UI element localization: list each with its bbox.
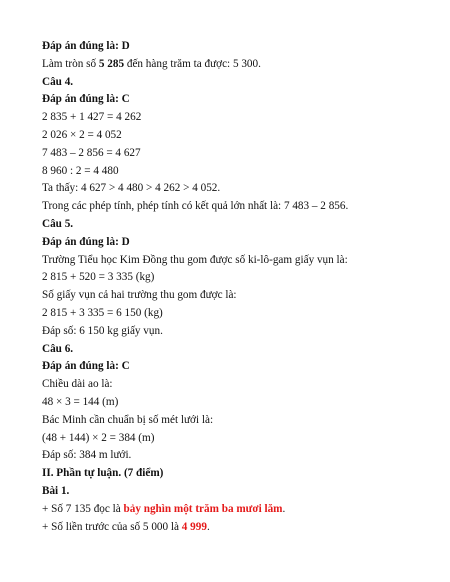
text-segment: Chiều dài ao là: [42, 378, 113, 391]
text-segment: Đáp án đúng là: C [42, 360, 130, 373]
document-line [42, 91, 430, 109]
document-line [42, 305, 430, 323]
document-line [42, 519, 430, 537]
document-line [42, 376, 430, 394]
text-segment: 8 960 : 2 = 4 480 [42, 164, 119, 177]
document-line [42, 145, 430, 163]
text-segment: (48 + 144) × 2 = 384 (m) [42, 431, 155, 444]
text-segment: II. Phần tự luận. (7 điểm) [42, 467, 164, 480]
document-line [42, 74, 430, 92]
document-line [42, 56, 430, 74]
document-line [42, 269, 430, 287]
document-line [42, 234, 430, 252]
document-line [42, 127, 430, 145]
text-segment: Đáp án đúng là: C [42, 93, 130, 106]
text-segment: Đáp số: 384 m lưới. [42, 449, 132, 462]
document-line [42, 394, 430, 412]
text-segment: 5 285 [98, 57, 125, 70]
text-segment: 7 483 – 2 856 = 4 627 [42, 146, 141, 159]
text-segment: Trường Tiểu học Kim Đồng thu gom được số ki-lô-gam giấy vụn là: [42, 253, 348, 266]
document-line [42, 287, 430, 305]
text-segment: Đáp số: 6 150 kg giấy vụn. [42, 324, 163, 337]
document-line [42, 358, 430, 376]
text-segment: Câu 4. [42, 75, 74, 88]
document-line [42, 465, 430, 483]
document-line [42, 430, 430, 448]
text-segment: Bác Minh cần chuẩn bị số mét lưới là: [42, 413, 214, 426]
document-line [42, 216, 430, 234]
text-segment: . [206, 520, 210, 533]
document-line [42, 109, 430, 127]
document-line [42, 412, 430, 430]
text-segment: + Số liền trước của số 5 000 là [42, 520, 182, 533]
text-segment: 48 × 3 = 144 (m) [42, 395, 119, 408]
document-line [42, 323, 430, 341]
highlighted-answer: bảy nghìn một trăm ba mươi lăm [123, 502, 283, 515]
document-line [42, 180, 430, 198]
document-line [42, 252, 430, 270]
text-segment: . [282, 502, 286, 515]
document-line [42, 198, 430, 216]
text-segment: Bài 1. [42, 484, 70, 497]
text-segment: Ta thấy: 4 627 > 4 480 > 4 262 > 4 052. [42, 182, 221, 195]
text-segment: Trong các phép tính, phép tính có kết quả lớn nhất là: 7 483 – 2 856. [42, 200, 349, 213]
text-segment: Làm tròn số [42, 57, 99, 70]
text-segment: Câu 5. [42, 217, 74, 230]
document-line [42, 447, 430, 465]
text-segment: Số giấy vụn cả hai trường thu gom được là: [42, 289, 237, 302]
text-segment: đến hàng trăm ta được: 5 300. [124, 57, 261, 70]
text-segment: 2 026 × 2 = 4 052 [42, 128, 122, 141]
highlighted-answer: 4 999 [181, 520, 207, 533]
text-segment: 2 835 + 1 427 = 4 262 [42, 111, 142, 124]
document-line [42, 163, 430, 181]
text-segment: Đáp án đúng là: D [42, 235, 130, 248]
document-line [42, 38, 430, 56]
text-segment: 2 815 + 3 335 = 6 150 (kg) [42, 306, 163, 319]
text-segment: 2 815 + 520 = 3 335 (kg) [42, 271, 155, 284]
document-line [42, 341, 430, 359]
text-segment: + Số 7 135 đọc là [42, 502, 124, 515]
text-segment: Đáp án đúng là: D [42, 40, 130, 52]
document-line [42, 483, 430, 501]
document-line [42, 501, 430, 519]
text-segment: Câu 6. [42, 342, 74, 355]
